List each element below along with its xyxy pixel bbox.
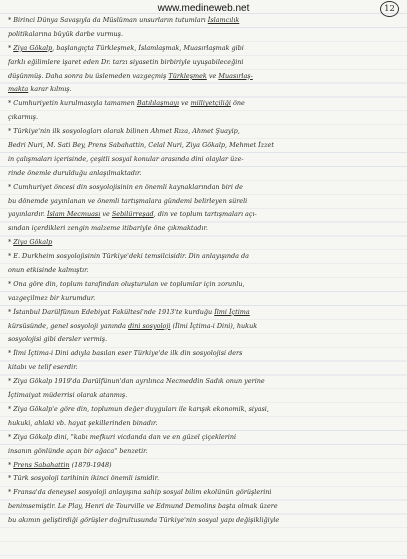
note-line bbox=[8, 320, 400, 334]
note-text: * bbox=[8, 238, 14, 247]
note-line bbox=[8, 278, 400, 292]
note-line bbox=[8, 153, 400, 167]
note-line bbox=[8, 28, 400, 42]
underlined-term: İslam Mecmuası bbox=[46, 210, 101, 219]
note-text: insanın gönlünde açan bir ağaca" benzetir. bbox=[8, 446, 148, 455]
note-line bbox=[8, 486, 400, 500]
note-text: karar kılmış. bbox=[28, 85, 72, 94]
note-line bbox=[8, 42, 400, 56]
note-text: * Ziya Gökalp 1919'da Darülfünun'dan ayrılınca Necmeddin Sadık onun yerine bbox=[8, 377, 265, 386]
underlined-term: Batılılaşmayı bbox=[136, 99, 180, 108]
note-text: kürsüsünde, genel sosyoloji yanında bbox=[8, 321, 129, 330]
note-text: sosyolojisi gibi dersler vermiş. bbox=[8, 335, 108, 344]
note-text: İçtimaiyat müderrisi olarak atanmış. bbox=[8, 391, 128, 400]
underlined-term: İslamcılık bbox=[207, 16, 240, 24]
underlined-term: İlmi İçtima bbox=[214, 307, 250, 316]
note-text: ve bbox=[206, 71, 219, 80]
note-text: * İlmi İçtima-i Dini adıyla basılan eser Türkiye'de ilk din sosyolojisi ders bbox=[8, 349, 243, 358]
note-line bbox=[8, 167, 400, 181]
underlined-term: dini sosyoloji bbox=[128, 321, 171, 330]
underlined-term: milliyetçiliği bbox=[190, 99, 231, 108]
note-text: hukuki, ahlaki vb. hayat şekillerinden binadır. bbox=[8, 418, 158, 427]
underlined-term: Sebilürreşad bbox=[111, 210, 154, 219]
note-line bbox=[8, 500, 400, 514]
note-line bbox=[8, 514, 400, 528]
note-text: vazgeçilmez bir kurumdur. bbox=[8, 293, 96, 302]
note-text: kitabı ve telif eserdir. bbox=[8, 363, 78, 372]
note-line bbox=[8, 70, 400, 84]
note-line bbox=[8, 250, 400, 264]
underlined-term: Türkleşmek bbox=[168, 71, 207, 80]
note-text: politikalarına büyük darbe vurmuş. bbox=[8, 29, 124, 38]
note-text: Bedri Nuri, M. Sati Bey, Prens Sabahattin, Celal Nuri, Ziya Gökalp, Mehmet İzzet bbox=[8, 141, 274, 150]
note-line bbox=[8, 208, 400, 222]
note-text: ve bbox=[100, 210, 112, 219]
note-text: yayınlardır. bbox=[8, 210, 47, 219]
underlined-term: Muasırlaş- bbox=[218, 71, 253, 80]
note-line bbox=[8, 264, 400, 278]
note-text: * Cumhuriyet öncesi din sosyolojisinin en önemli kaynaklarından biri de bbox=[8, 182, 243, 191]
note-line bbox=[8, 375, 400, 389]
note-text: ve bbox=[179, 99, 191, 108]
note-text: * Birinci Dünya Savaşıyla da Müslüman unsurların tutumları bbox=[8, 16, 208, 24]
note-text: öne bbox=[230, 99, 245, 108]
note-line bbox=[8, 361, 400, 375]
note-line bbox=[8, 181, 400, 195]
note-line bbox=[8, 97, 400, 111]
note-text: in çalışmaları içerisinde, çeşitli sosyal konular arasında dini olaylar üze- bbox=[8, 154, 244, 163]
note-line bbox=[8, 83, 400, 97]
note-text: * Ona göre din, toplum tarafından oluşturulan ve toplumlar için zorunlu, bbox=[8, 279, 245, 288]
note-text: benimsemiştir. Le Play, Henri de Tourville ve Edmund Demolins başta olmak üzere bbox=[8, 502, 278, 511]
note-text: * Ziya Gökalp'e göre din, toplumun değer duyguları ile karışık ekonomik, siyasi, bbox=[8, 404, 269, 413]
note-text: onun etkisinde kalmıştır. bbox=[8, 266, 89, 275]
note-line bbox=[8, 306, 400, 320]
underlined-term: makta bbox=[8, 85, 29, 94]
note-text: * bbox=[8, 460, 14, 469]
note-line bbox=[8, 56, 400, 70]
note-text: bu akımın geliştirdiği görüşler doğrultusunda Türkiye'nin sosyal yapı değişikliğiyle bbox=[8, 516, 280, 525]
underlined-term: Ziya Gökalp bbox=[13, 238, 53, 247]
note-text: , başlangıçta Türkleşmek, İslamlaşmak, Muasırlaşmak gibi bbox=[52, 43, 244, 52]
note-text: * Ziya Gökalp dini, "kabı mefkuri vicdanda dan ve en güzel çiçeklerini bbox=[8, 432, 237, 441]
note-line bbox=[8, 445, 400, 459]
note-line bbox=[8, 389, 400, 403]
note-text: * Cumhuriyetin kurulmasıyla tamamen bbox=[8, 99, 137, 108]
note-line bbox=[8, 222, 400, 236]
note-line bbox=[8, 472, 400, 486]
note-line bbox=[8, 403, 400, 417]
note-text: çıkarmış. bbox=[8, 113, 38, 122]
handwritten-notes bbox=[8, 14, 400, 528]
note-line bbox=[8, 139, 400, 153]
note-line bbox=[8, 111, 400, 125]
note-line bbox=[8, 236, 400, 250]
note-line bbox=[8, 292, 400, 306]
underlined-term: Ziya Gökalp bbox=[13, 43, 53, 52]
note-line bbox=[8, 195, 400, 209]
note-line bbox=[8, 14, 400, 28]
note-text: * Türk sosyoloji tarihinin ikinci önemli ismidir. bbox=[8, 474, 160, 483]
page-number-badge: 12 bbox=[380, 1, 399, 17]
note-line bbox=[8, 333, 400, 347]
note-text: (İlmi İçtima-i Dini), hukuk bbox=[170, 321, 258, 330]
note-line bbox=[8, 459, 400, 473]
note-text: * Türkiye'nin ilk sosyologları olarak bilinen Ahmet Rıza, Ahmet Şuayip, bbox=[8, 127, 240, 136]
note-line bbox=[8, 125, 400, 139]
note-text: * İstanbul Darülfünun Edebiyat Fakültesi'nde 1913'te kurduğu bbox=[8, 307, 215, 316]
note-text: rinde önemle durulduğu anlaşılmaktadır. bbox=[8, 168, 142, 177]
note-line bbox=[8, 431, 400, 445]
note-text: * bbox=[8, 43, 14, 52]
note-text: bu dönemde yayınlanan ve önemli tartışmalara gündemi belirleyen süreli bbox=[8, 196, 248, 205]
underlined-term: Prens Sabahattin bbox=[13, 460, 70, 469]
note-text: * E. Durkheim sosyolojisinin Türkiye'deki temsilcisidir. Din anlayışında da bbox=[8, 252, 249, 261]
note-text: * Fransa'da deneysel sosyoloji anlayışına sahip sosyal bilim ekolünün görüşlerini bbox=[8, 488, 272, 497]
site-watermark-url: www.medineweb.net bbox=[157, 3, 250, 14]
note-text: düşünmüş. Daha sonra bu üslemeden vazgeçmiş bbox=[8, 71, 169, 80]
note-text: (1879-1948) bbox=[69, 460, 112, 469]
note-text: farklı eğilimlere işaret eden Dr. tarzı siyasetin birbiriyle uyuşabileceğini bbox=[8, 57, 244, 66]
note-line bbox=[8, 417, 400, 431]
note-text: , din ve toplum tartışmaları açı- bbox=[153, 210, 257, 219]
note-text: sından içerdikleri zengin malzeme itibariyle öne çıkmaktadır. bbox=[8, 224, 208, 233]
note-line bbox=[8, 347, 400, 361]
